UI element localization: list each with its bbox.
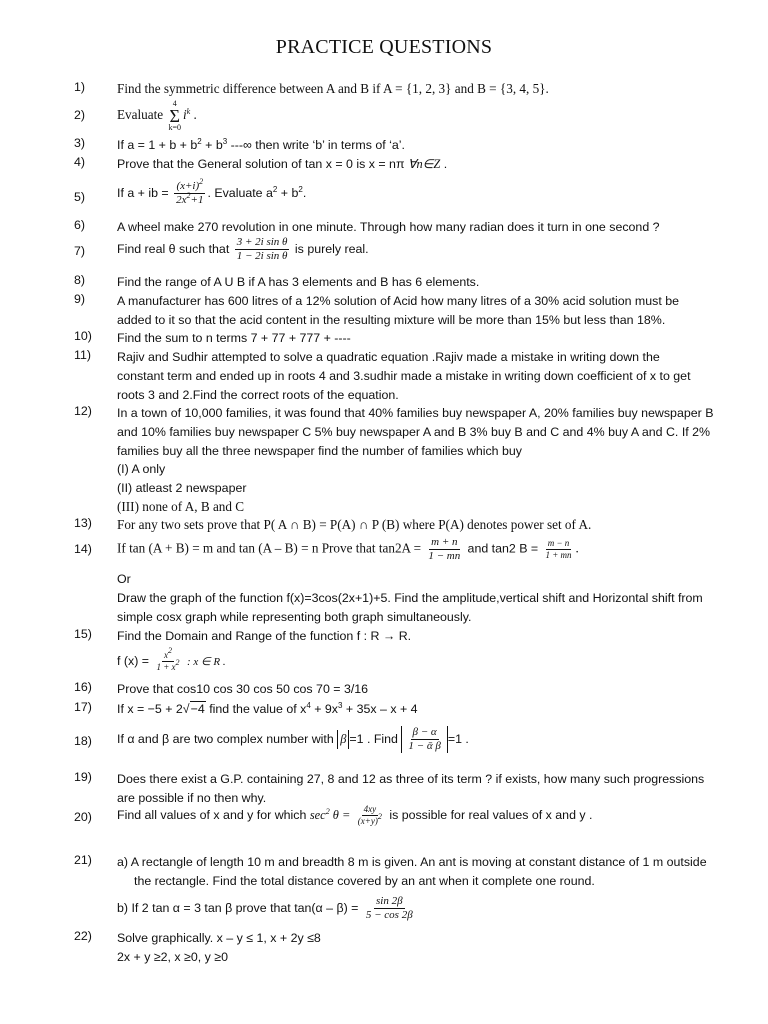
text-line: Rajiv and Sudhir attempted to solve a quadratic equation .Rajiv made a mistake in writing down the — [117, 350, 660, 364]
question-number: 21) — [74, 853, 92, 867]
numerator: 3 + 2i sin θ — [236, 236, 288, 248]
question-lead: Evaluate — [117, 107, 164, 123]
question-text — [117, 627, 712, 673]
question-number: 6) — [74, 218, 86, 232]
exponent: 2 — [175, 657, 180, 667]
text-line: are possible if no then why. — [117, 790, 267, 805]
exponent: 3 — [338, 701, 343, 710]
numerator: m + n — [431, 536, 458, 548]
text-line: constant term and ended up in roots 4 and 3.sudhir made a mistake in writing down coefficient of x to get — [117, 368, 691, 383]
question-text — [117, 929, 712, 967]
question-text: Prove that cos10 cos 30 cos 50 cos 70 = 3/16 — [117, 682, 369, 696]
summation — [168, 100, 181, 132]
denominator — [154, 657, 181, 673]
question-number: 17) — [74, 700, 92, 714]
question-text — [117, 853, 712, 922]
text-line: Find the Domain and Range of the function f : R → R. — [117, 629, 412, 643]
text-line: and 10% families buy newspaper C 5% buy newspaper A and B 3% buy B and C and 4% buy A and C. If 2% — [117, 424, 711, 439]
question-text: A wheel make 270 revolution in one minute. Through how many radian does it turn in one second ? — [117, 220, 660, 234]
exponent: 2 — [168, 645, 172, 655]
question-number: 16) — [74, 680, 92, 694]
text-line: Solve graphically. x – y ≤ 1, x + 2y ≤8 — [117, 931, 321, 945]
denominator: 5 − cos 2β — [365, 908, 413, 921]
numerator: 4xy — [363, 804, 377, 814]
math-expression: : x ∈ R . — [187, 655, 226, 668]
text-part: Find real θ such that — [117, 241, 230, 256]
numerator-text: (x+i) — [176, 180, 200, 192]
numerator: m − n — [547, 538, 570, 548]
math-expression — [310, 808, 350, 822]
question-text — [117, 177, 712, 207]
question-number: 3) — [74, 136, 86, 150]
text-part: ---∞ then write ‘b’ in terms of ‘a’. — [227, 138, 405, 152]
text-part: =1 . — [447, 731, 469, 746]
question-text: Find the sum to n terms 7 + 77 + 777 + ---- — [117, 331, 351, 345]
text-part: If a = 1 + b + b — [117, 138, 198, 152]
text-line: 2x + y ≥2, x ≥0, y ≥0 — [117, 949, 228, 964]
text-line: In a town of 10,000 families, it was found that 40% families buy newspaper A, 20% families buy newspaper B — [117, 406, 714, 420]
question-text — [117, 804, 712, 827]
sub-question-b — [117, 895, 712, 922]
question-number: 10) — [74, 329, 92, 343]
question-text: Find the range of A U B if A has 3 elements and B has 6 elements. — [117, 275, 480, 289]
text-line: a) A rectangle of length 10 m and breadth 8 m is given. An ant is moving at constant distance of 1 m outside — [117, 855, 707, 869]
text-line: roots 3 and 2.Find the correct roots of the equation. — [117, 387, 399, 402]
sum-lower-limit: k=0 — [168, 123, 181, 132]
denominator-text: 2x — [176, 194, 187, 206]
exponent: 2 — [298, 184, 303, 194]
exponent: 2 — [325, 806, 330, 816]
denominator: 1 + mn — [545, 550, 572, 560]
question-number: 12) — [74, 404, 92, 418]
text-line: A manufacturer has 600 litres of a 12% solution of Acid how many litres of a 30% acid solution must be — [117, 294, 680, 308]
math-expression: ∀n∈Z — [407, 157, 441, 171]
or-label: Or — [117, 572, 131, 586]
question-text — [117, 404, 712, 517]
text-part: If α and β are two complex number with — [117, 731, 334, 746]
denominator: 1 − ᾱ β — [408, 740, 441, 752]
text-part: . — [443, 157, 448, 171]
text-part: + b — [201, 138, 223, 152]
question-number: 18) — [74, 734, 92, 748]
text-part: If x = −5 + 2 — [117, 702, 183, 716]
question-number: 22) — [74, 929, 92, 943]
question-number: 19) — [74, 770, 92, 784]
question-text — [117, 536, 712, 563]
question-text — [117, 136, 712, 155]
question-tail: . — [193, 107, 197, 123]
question-text — [117, 348, 712, 404]
question-number: 14) — [74, 542, 92, 556]
fraction — [174, 177, 205, 207]
question-number: 2) — [74, 108, 86, 122]
text-part: If a + ib = — [117, 185, 169, 200]
question-text — [117, 155, 712, 174]
exponent: 2 — [199, 177, 204, 186]
fraction — [154, 645, 181, 673]
fraction — [543, 538, 573, 561]
text-part: + 35x – x + 4 — [342, 702, 418, 716]
fraction — [235, 236, 290, 263]
question-text: For any two sets prove that P( A ∩ B) = P(A) ∩ P (B) where P(A) denotes power set of A. — [117, 517, 592, 532]
question-number: 11) — [74, 348, 91, 362]
question-text — [117, 236, 712, 263]
summand: i — [182, 107, 187, 123]
text-part: is possible for real values of x and y . — [389, 807, 593, 822]
exponent: 3 — [222, 137, 228, 146]
exponent: 4 — [306, 701, 311, 710]
fraction — [364, 895, 415, 922]
sqrt-expression: √−4 — [182, 702, 205, 716]
text-part: If tan (A + B) = m and tan (A – B) = n Prove that tan2A = — [117, 540, 422, 556]
fraction — [426, 536, 462, 563]
numerator: β − α — [412, 726, 437, 738]
question-number: 4) — [74, 155, 86, 169]
sum-upper-limit: 4 — [172, 99, 177, 108]
text-line: simple cosx graph while representing both graph simultaneously. — [117, 609, 472, 624]
summand-exponent: k — [186, 107, 191, 117]
function-definition — [117, 645, 712, 673]
text-part: Find all values of x and y for which — [117, 807, 307, 822]
text-part: + b — [277, 185, 299, 200]
text-line: Does there exist a G.P. containing 27, 8 and 12 as three of its term ? if exists, how many such progressions — [117, 772, 705, 786]
denominator-text: 1 + x — [156, 661, 176, 672]
denominator-tail: +1 — [190, 194, 204, 206]
theta-equals: θ = — [329, 807, 351, 822]
text-line: families buy all the three newspaper find the number of families which buy — [117, 443, 522, 458]
numerator-text: x — [164, 649, 168, 660]
denominator-text: (x+y) — [357, 816, 378, 826]
question-text — [117, 700, 712, 719]
exponent: 2 — [186, 191, 191, 200]
exponent: 2 — [197, 137, 202, 146]
question-number: 5) — [74, 190, 86, 204]
question-alternative — [117, 570, 712, 626]
radicand: −4 — [190, 702, 205, 716]
fraction — [356, 804, 384, 827]
text-part: =1 . Find — [349, 731, 398, 746]
text-part: is purely real. — [294, 241, 369, 256]
question-text — [117, 100, 712, 132]
numerator — [162, 645, 174, 662]
text-line: Draw the graph of the function f(x)=3cos(2x+1)+5. Find the amplitude,vertical shift and Horizontal shift from — [117, 590, 703, 605]
exponent: 2 — [272, 184, 278, 194]
denominator: 1 − mn — [428, 550, 461, 562]
denominator: 1 − 2i sin θ — [236, 250, 288, 262]
question-text: Find the symmetric difference between A and B if A = {1, 2, 3} and B = {3, 4, 5}. — [117, 81, 549, 96]
sigma-symbol: Σ — [169, 106, 180, 126]
question-text — [117, 770, 712, 808]
denominator — [174, 191, 205, 207]
sub-question: (I) A only — [117, 462, 166, 477]
text-part: find the value of x — [205, 702, 307, 716]
text-part: b) If 2 tan α = 3 tan β prove that tan(α – β) = — [117, 900, 359, 915]
question-number: 7) — [74, 244, 86, 258]
numerator: sin 2β — [376, 894, 403, 907]
text-part: . — [575, 540, 579, 556]
question-number: 8) — [74, 273, 86, 287]
denominator — [356, 812, 384, 827]
exponent: 2 — [377, 812, 382, 821]
text-part: + 9x — [310, 702, 338, 716]
text-part: Prove that the General solution of tan x = 0 is x = nπ — [117, 157, 405, 171]
question-text — [117, 292, 712, 330]
question-text — [117, 726, 712, 753]
text-line: the rectangle. Find the total distance covered by an ant when it complete one round. — [134, 873, 595, 888]
question-number: 20) — [74, 810, 92, 824]
page-title: PRACTICE QUESTIONS — [275, 36, 493, 58]
absolute-value: β — [337, 730, 349, 749]
question-number: 9) — [74, 292, 86, 306]
text-part: f (x) = — [117, 653, 150, 668]
sub-question: (II) atleast 2 newspaper — [117, 481, 247, 496]
question-number: 1) — [74, 80, 86, 94]
text-line: added to it so that the acid content in the resulting mixture will be more than 15% but less than 18%. — [117, 312, 666, 327]
question-number: 13) — [74, 516, 92, 530]
text-part: and tan2 B = — [467, 541, 539, 556]
sec-function: sec — [309, 807, 326, 822]
text-part: . Evaluate a — [207, 185, 273, 200]
question-number: 15) — [74, 627, 92, 641]
fraction — [406, 726, 442, 753]
text-part: . — [302, 185, 307, 200]
sub-question: (III) none of A, B and C — [117, 498, 245, 514]
absolute-value-fraction — [401, 726, 447, 753]
